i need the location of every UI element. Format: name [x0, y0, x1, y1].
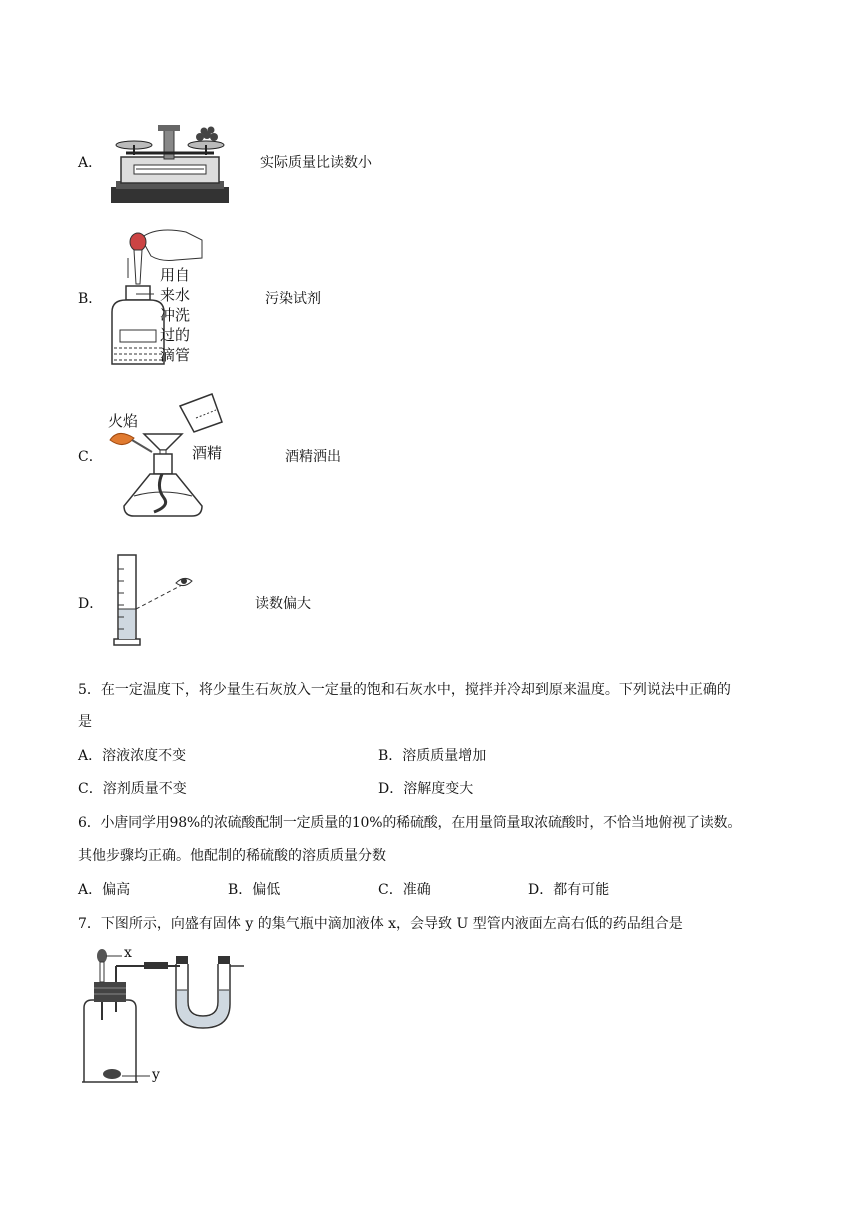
gas-bottle-u-tube-figure [80, 942, 250, 1088]
dropper-label-line: 过的 [160, 326, 191, 344]
dropper-label-line: 来水 [160, 286, 191, 304]
dropper-label-line: 用自 [160, 266, 191, 284]
cylinder-figure [110, 553, 210, 649]
label-x: x [124, 945, 132, 961]
q5-option-c: C．溶剂质量不变 [78, 781, 187, 797]
q7-stem: 7．下图所示，向盛有固体 y 的集气瓶中滴加液体 x，会导致 U 型管内液面左高右低的药品组合是 [78, 916, 683, 932]
alcohol-lamp-figure [104, 388, 234, 522]
option-d-letter: D． [78, 596, 104, 612]
option-d-caption: 读数偏大 [255, 596, 311, 612]
dropper-label-line: 滴管 [160, 346, 191, 364]
dropper-bottle-figure [106, 222, 206, 368]
q6-stem-line1: 6．小唐同学用98%的浓硫酸配制一定质量的10%的稀硫酸，在用量筒量取浓硫酸时，不恰当地俯视了读数。 [78, 815, 742, 831]
q6-option-c: C．准确 [378, 882, 431, 898]
dropper-label [160, 265, 190, 365]
q6-option-d: D．都有可能 [528, 882, 610, 898]
q5-option-b: B．溶质质量增加 [378, 748, 487, 764]
dropper-label-line: 冲洗 [160, 306, 191, 324]
option-b-caption: 污染试剂 [265, 291, 321, 307]
q5-stem-line2: 是 [78, 714, 92, 730]
q6-option-b: B．偏低 [228, 882, 281, 898]
q5-option-d: D．溶解度变大 [378, 781, 474, 797]
option-a-letter: A． [78, 155, 103, 171]
alcohol-label: 酒精 [192, 444, 223, 462]
option-a-caption: 实际质量比读数小 [260, 155, 372, 171]
balance-figure [106, 125, 234, 207]
option-c-caption: 酒精洒出 [285, 449, 341, 465]
flame-label: 火焰 [108, 412, 139, 430]
option-c-letter: C． [78, 449, 103, 465]
q5-stem-line1: 5．在一定温度下，将少量生石灰放入一定量的饱和石灰水中，搅拌并冷却到原来温度。下列说法中正确的 [78, 682, 731, 698]
label-y: y [152, 1067, 160, 1083]
q6-option-a: A．偏高 [78, 882, 131, 898]
q5-option-a: A．溶液浓度不变 [78, 748, 187, 764]
option-b-letter: B． [78, 291, 103, 307]
q6-stem-line2: 其他步骤均正确。他配制的稀硫酸的溶质质量分数 [78, 848, 386, 864]
